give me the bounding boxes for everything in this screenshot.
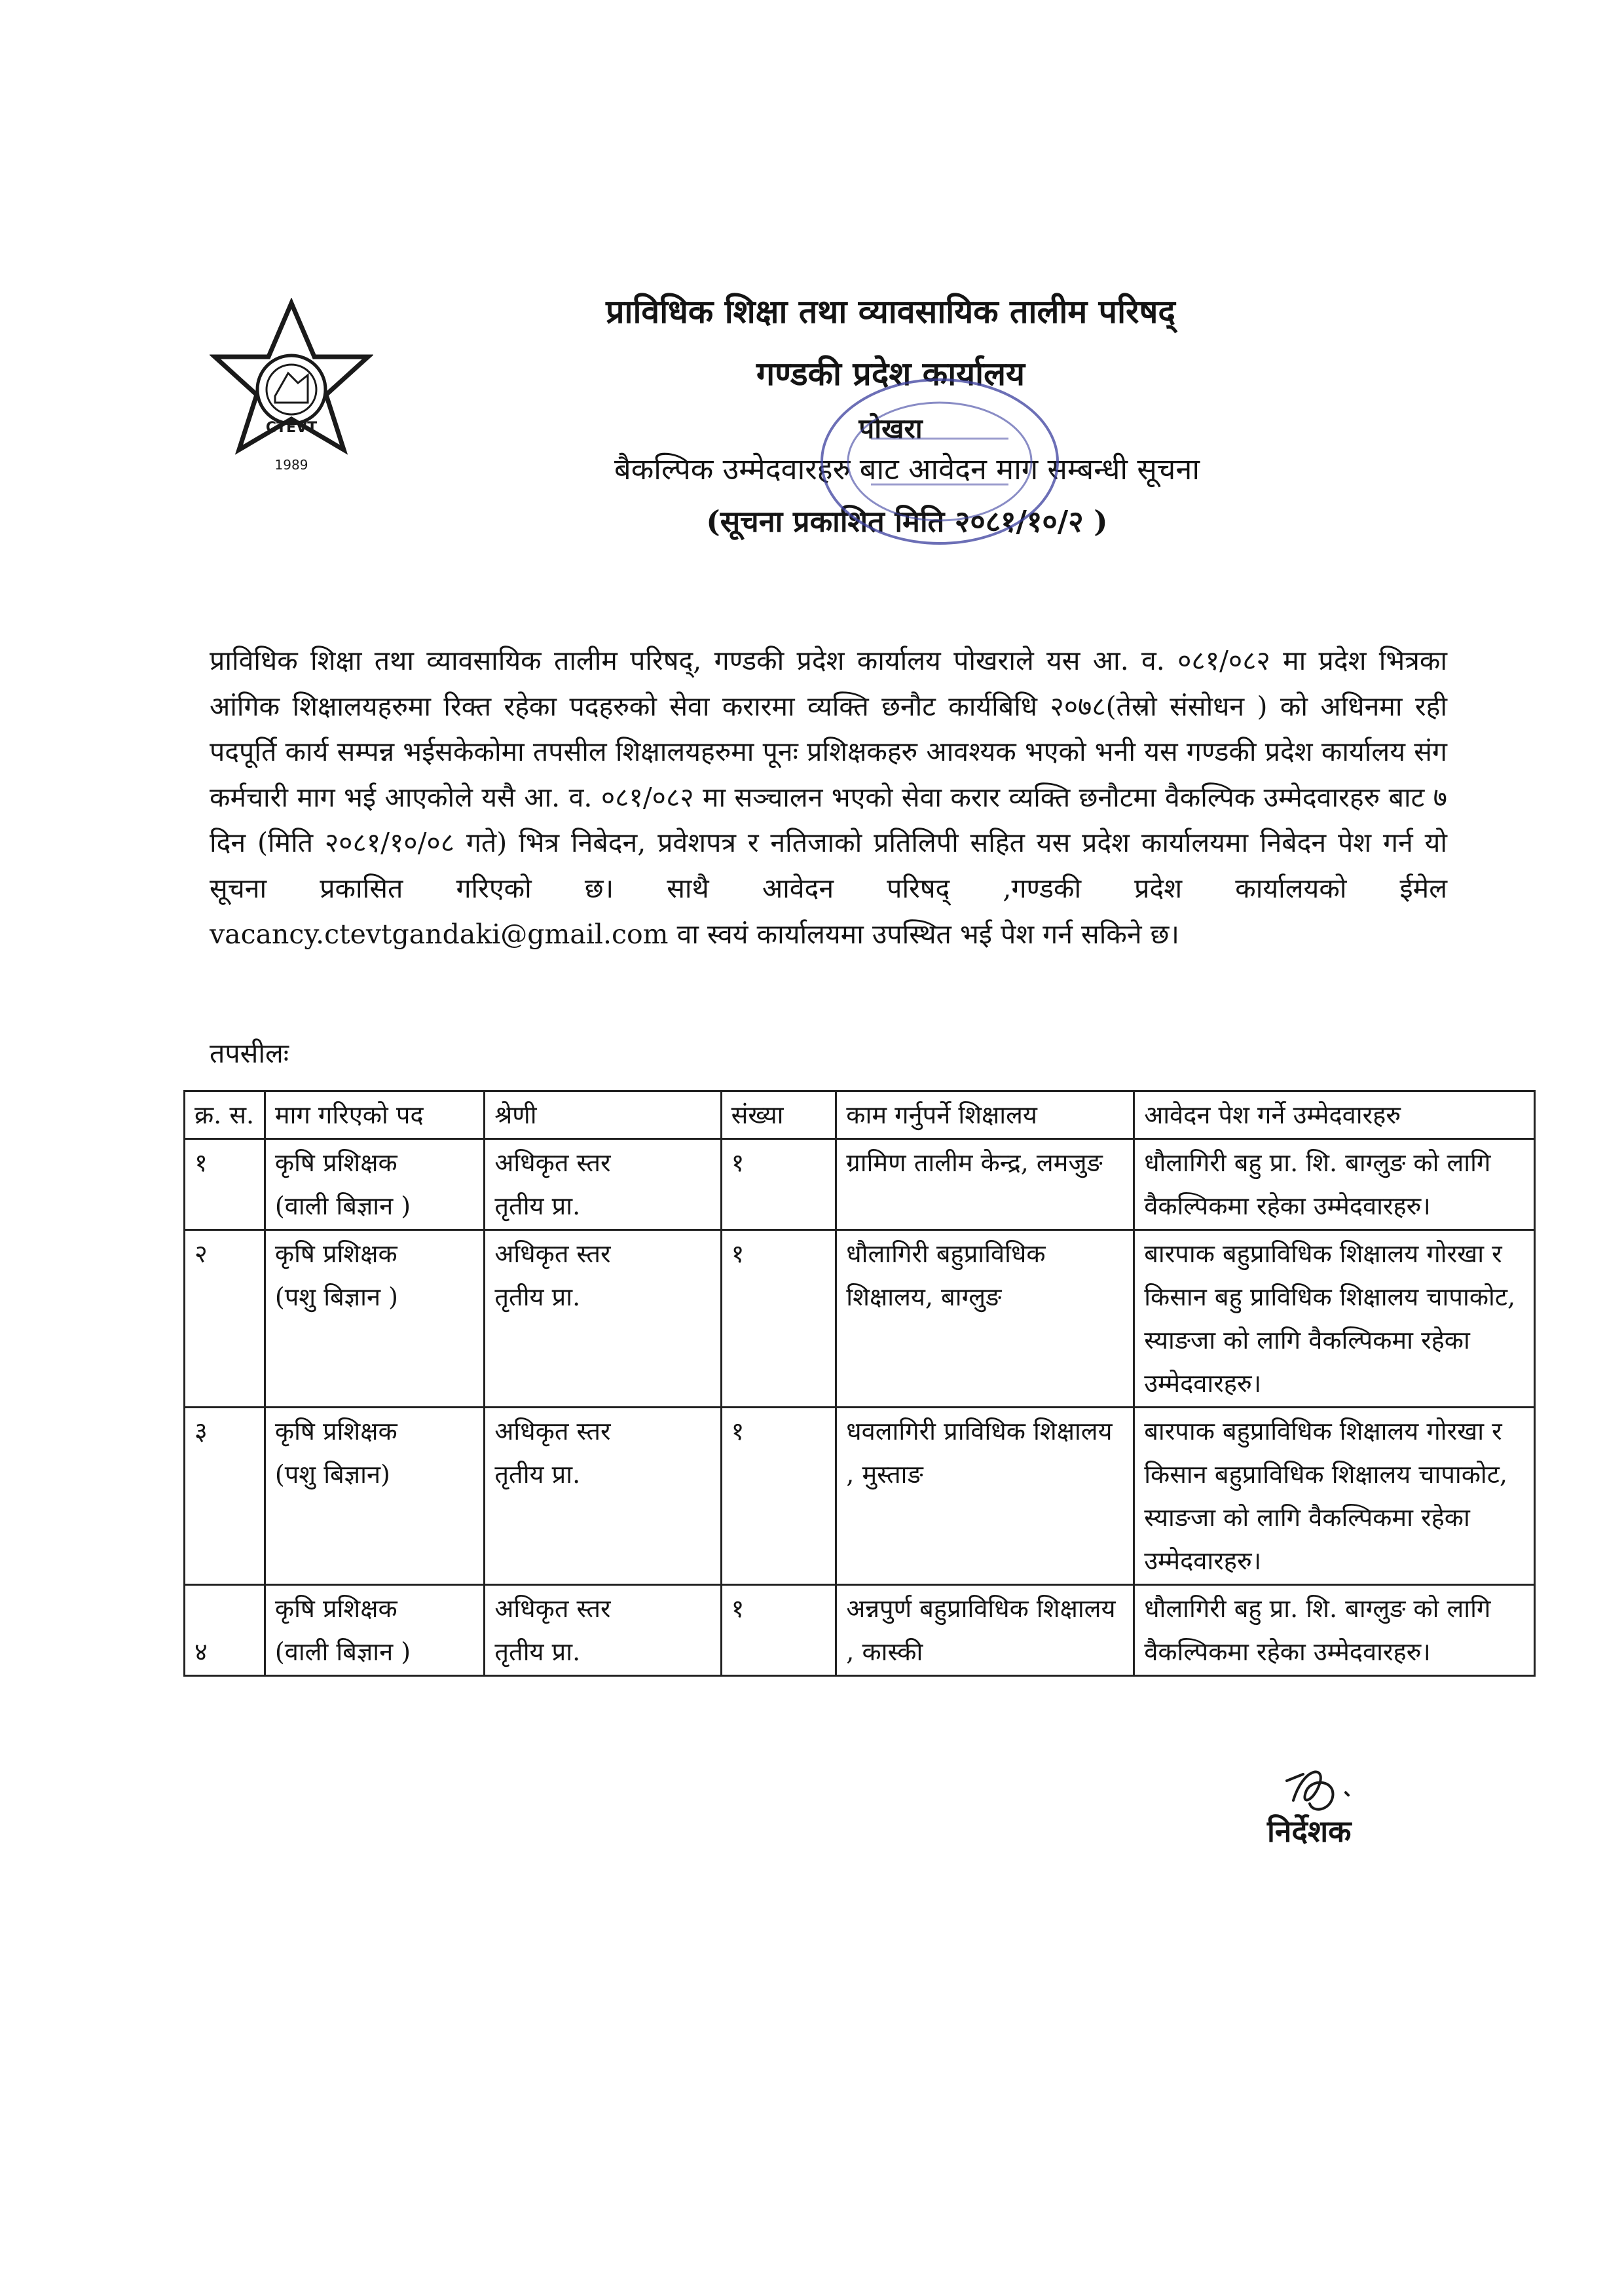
publish-date: (सूचना प्रकाशित मिति २०८१/१०/२ ) (706, 504, 1108, 539)
row-serial: ४ (185, 1585, 265, 1676)
row-applicants: धौलागिरी बहु प्रा. शि. बाग्लुङ को लागि वैकल्पिकमा रहेका उम्मेदवारहरु। (1134, 1585, 1535, 1676)
header-count: संख्या (721, 1091, 836, 1139)
row-level (485, 1230, 721, 1408)
row-school: ग्रामिण तालीम केन्द्र, लमजुङ (836, 1139, 1134, 1230)
level-class: तृतीय प्रा. (494, 1192, 581, 1220)
row-post (265, 1230, 485, 1408)
post-name: कृषि प्रशिक्षक (274, 1594, 397, 1623)
header-school: काम गर्नुपर्ने शिक्षालय (836, 1091, 1134, 1139)
post-name: कृषि प्रशिक्षक (274, 1417, 397, 1446)
row-count: १ (721, 1230, 836, 1408)
post-subject: (पशु बिज्ञान ) (274, 1283, 398, 1311)
notice-body: प्राविधिक शिक्षा तथा व्यावसायिक तालीम परिषद्, गण्डकी प्रदेश कार्यालय पोखराले यस आ. व. ०८१/०८२ मा प्रदेश भित्रका आंगिक शिक्षालयहरुमा रिक्त रहेका पदहरुको सेवा करारमा व्यक्ति छनौट कार्यबिधि २०७८(तेस्रो संसोधन ) को अधिनमा रही पदपूर्ति कार्य सम्पन्न भईसकेकोमा तपसील शिक्षालयहरुमा पूनः प्रशिक्षकहरु आवश्यक भएको भनी यस गण्डकी प्रदेश कार्यालय संग कर्मचारी माग भई आएकोले यसै आ. व. ०८१/०८२ मा सञ्चालन भएको सेवा करार व्यक्ति छनौटमा वैकल्पिक उम्मेदवारहरु बाट ७ दिन (मिति २०८१/१०/०८ गते) भित्र निबेदन, प्रवेशपत्र र नतिजाको प्रतिलिपी सहित यस प्रदेश कार्यालयमा निबेदन पेश गर्न यो सूचना प्रकासित गरिएको छ। साथै आवेदन परिषद् ,गण्डकी प्रदेश कार्यालयको ईमेल vacancy.ctevtgandaki@gmail.com वा स्वयं कार्यालयमा उपस्थित भई पेश गर्न सकिने छ। (210, 645, 1447, 950)
row-count: १ (721, 1139, 836, 1230)
details-label: तपसीलः (210, 1038, 289, 1069)
row-level (485, 1408, 721, 1585)
row-count: १ (721, 1585, 836, 1676)
table-row (185, 1585, 1535, 1676)
ctevt-logo (210, 298, 373, 481)
signatory-title: निर्देशक (1267, 1813, 1352, 1849)
row-serial: १ (185, 1139, 265, 1230)
level-rank: अधिकृत स्तर (494, 1239, 611, 1268)
row-post (265, 1408, 485, 1585)
vacancy-table (183, 1090, 1536, 1677)
office-title: गण्डकी प्रदेश कार्यालय (756, 354, 1025, 393)
post-name: कृषि प्रशिक्षक (274, 1239, 397, 1268)
row-applicants: बारपाक बहुप्राविधिक शिक्षालय गोरखा र किसान बहु प्राविधिक शिक्षालय चापाकोट, स्याङजा को लागि वैकल्पिकमा रहेका उम्मेदवारहरु। (1134, 1230, 1535, 1408)
row-applicants: धौलागिरी बहु प्रा. शि. बाग्लुङ को लागि वैकल्पिकमा रहेका उम्मेदवारहरु। (1134, 1139, 1535, 1230)
row-count: १ (721, 1408, 836, 1585)
row-applicants: बारपाक बहुप्राविधिक शिक्षालय गोरखा र किसान बहुप्राविधिक शिक्षालय चापाकोट, स्याङजा को लागि वैकल्पिकमा रहेका उम्मेदवारहरु। (1134, 1408, 1535, 1585)
header-applicants: आवेदन पेश गर्ने उम्मेदवारहरु (1134, 1091, 1535, 1139)
logo-year: 1989 (274, 457, 308, 473)
row-level (485, 1139, 721, 1230)
office-stamp (812, 367, 1067, 556)
level-rank: अधिकृत स्तर (494, 1417, 611, 1446)
row-serial: ३ (185, 1408, 265, 1585)
row-school: धौलागिरी बहुप्राविधिक शिक्षालय, बाग्लुङ (836, 1230, 1134, 1408)
level-rank: अधिकृत स्तर (494, 1148, 611, 1177)
post-subject: (वाली बिज्ञान ) (274, 1192, 411, 1220)
post-subject: (वाली बिज्ञान ) (274, 1637, 411, 1666)
table-row (185, 1139, 1535, 1230)
row-post (265, 1139, 485, 1230)
level-class: तृतीय प्रा. (494, 1460, 581, 1489)
header-serial: क्र. स. (185, 1091, 265, 1139)
header-post: माग गरिएको पद (265, 1091, 485, 1139)
post-name: कृषि प्रशिक्षक (274, 1148, 397, 1177)
office-city: पोखरा (858, 412, 923, 445)
level-class: तृतीय प्रा. (494, 1283, 581, 1311)
header-level: श्रेणी (485, 1091, 721, 1139)
row-school: अन्नपुर्ण बहुप्राविधिक शिक्षालय , कास्की (836, 1585, 1134, 1676)
table-row (185, 1230, 1535, 1408)
organization-title: प्राविधिक शिक्षा तथा व्यावसायिक तालीम परिषद् (606, 292, 1175, 331)
row-serial: २ (185, 1230, 265, 1408)
table-header-row (185, 1091, 1535, 1139)
row-level (485, 1585, 721, 1676)
row-post (265, 1585, 485, 1676)
table-row (185, 1408, 1535, 1585)
post-subject: (पशु बिज्ञान) (274, 1460, 390, 1489)
level-class: तृतीय प्रा. (494, 1637, 581, 1666)
level-rank: अधिकृत स्तर (494, 1594, 611, 1623)
notice-subject: बैकल्पिक उम्मेदवारहरु बाट आवेदन माग सम्बन्धी सूचना (614, 452, 1200, 486)
row-school: धवलागिरी प्राविधिक शिक्षालय , मुस्ताङ (836, 1408, 1134, 1585)
logo-text: CTEVT (265, 420, 318, 436)
